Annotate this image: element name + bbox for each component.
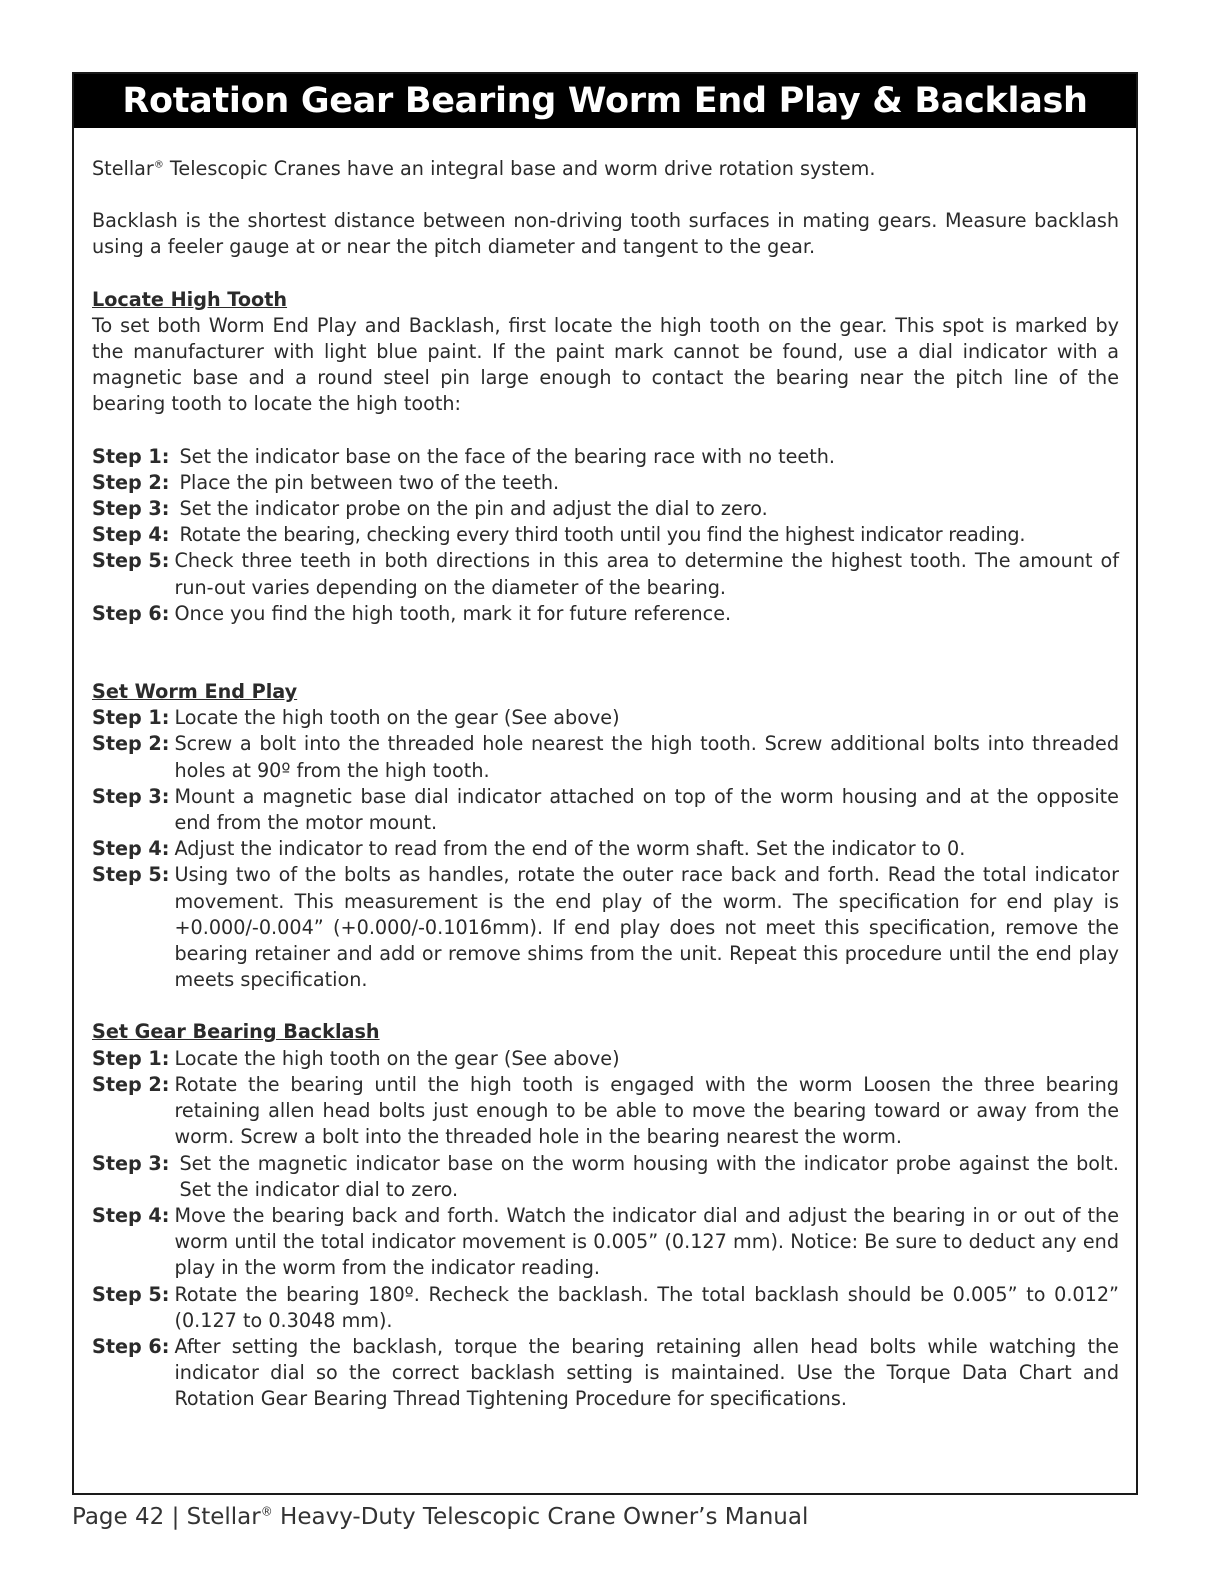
step-label: Step 6: (92, 1334, 170, 1358)
locate-step (92, 496, 1119, 522)
locate-step (92, 522, 1119, 548)
step-label: Step 3: (92, 497, 170, 521)
end-play-step (92, 836, 1119, 862)
step-label: Step 1: (92, 444, 170, 468)
intro-paragraph (92, 156, 1119, 182)
step-text: After setting the backlash, torque the bearing retaining allen head bolts while watching the indicator dial so the correct backlash setting is maintained. Use the Torque Data Chart and Rotation Gear Bearing Thread Tightening Procedure for specifications. (174, 1334, 1119, 1411)
step-text: Screw a bolt into the threaded hole nearest the high tooth. Screw additional bolts into threaded holes at 90º from the high tooth. (174, 732, 1119, 782)
locate-high-tooth-text: To set both Worm End Play and Backlash, first locate the high tooth on the gear. This spot is marked by the manufacturer with light blue paint. If the paint mark cannot be found, use a dial indicator with a magnetic base and a round steel pin large enough to contact the bearing near the pitch line of the bearing tooth to locate the high tooth: (92, 313, 1119, 416)
end-play-step (92, 705, 1119, 731)
step-label: Step 2: (92, 470, 170, 494)
step-text: Check three teeth in both directions in this area to determine the highest tooth. The amount of run-out varies depending on the diameter of the bearing. (174, 549, 1119, 599)
backlash-definition: Backlash is the shortest distance between non-driving tooth surfaces in mating gears. Measure backlash using a feeler gauge at or near the pitch diameter and tangent to the gear. (92, 209, 1119, 259)
step-text: Adjust the indicator to read from the end of the worm shaft. Set the indicator to 0. (174, 837, 966, 861)
end-play-step (92, 862, 1119, 993)
step-label: Step 5: (92, 863, 170, 887)
step-label: Step 2: (92, 1072, 170, 1096)
step-text: Set the indicator probe on the pin and adjust the dial to zero. (179, 497, 768, 521)
step-text: Locate the high tooth on the gear (See above) (174, 1046, 620, 1070)
brand-name: Stellar (92, 157, 154, 180)
content-frame (72, 72, 1138, 1495)
step-text: Move the bearing back and forth. Watch the indicator dial and adjust the bearing in or out of the worm until the total indicator movement is 0.005” (0.127 mm). Notice: Be sure to deduct any end play in the worm from the indicator reading. (174, 1203, 1119, 1280)
set-worm-end-play-heading: Set Worm End Play (92, 680, 298, 704)
content-body (92, 156, 1119, 1413)
backlash-step (92, 1046, 1119, 1072)
intro-text: Telescopic Cranes have an integral base and worm drive rotation system. (163, 157, 876, 180)
end-play-steps (92, 705, 1119, 993)
end-play-step (92, 731, 1119, 783)
step-label: Step 5: (92, 549, 170, 573)
footer-manual-title: Heavy-Duty Telescopic Crane Owner’s Manual (272, 1504, 809, 1530)
step-label: Step 4: (92, 523, 170, 547)
step-text: Mount a magnetic base dial indicator attached on top of the worm housing and at the opposite end from the motor mount. (174, 784, 1119, 835)
step-text: Locate the high tooth on the gear (See above) (174, 706, 620, 730)
footer-registered-mark: ® (260, 1504, 273, 1519)
step-label: Step 6: (92, 601, 170, 625)
step-text: Place the pin between two of the teeth. (179, 470, 560, 494)
set-gear-bearing-backlash-heading: Set Gear Bearing Backlash (92, 1020, 380, 1044)
step-text: Using two of the bolts as handles, rotate the outer race back and forth. Read the total indicator movement. This measurement is the end play of the worm. The specification for end play is +0.000/-0.004” (+0.000/-0.1016mm). If end play does not meet this specification, remove the bearing retainer and add or remove shims from the unit. Repeat this procedure until the end play meets specification. (174, 863, 1119, 992)
footer-page-label: Page 42 | Stellar (72, 1504, 261, 1530)
locate-steps (92, 444, 1119, 627)
locate-step (92, 444, 1119, 470)
step-text: Set the indicator base on the face of the bearing race with no teeth. (179, 444, 836, 468)
step-text: Rotate the bearing, checking every third tooth until you find the highest indicator reading. (179, 523, 1026, 547)
step-label: Step 3: (92, 1151, 170, 1175)
step-text: Rotate the bearing 180º. Recheck the backlash. The total backlash should be 0.005” to 0.012” (0.127 to 0.3048 mm). (174, 1282, 1119, 1332)
step-label: Step 2: (92, 732, 170, 756)
backlash-step (92, 1151, 1119, 1203)
end-play-step (92, 784, 1119, 836)
backlash-step (92, 1203, 1119, 1282)
step-text: Rotate the bearing until the high tooth is engaged with the worm Loosen the three bearing retaining allen head bolts just enough to be able to move the bearing toward or away from the worm. Screw a bolt into the threaded hole in the bearing nearest the worm. (174, 1072, 1119, 1149)
locate-step (92, 548, 1119, 600)
step-label: Step 4: (92, 1203, 170, 1227)
step-label: Step 1: (92, 706, 170, 730)
locate-step (92, 601, 1119, 627)
step-label: Step 3: (92, 784, 170, 808)
locate-step (92, 470, 1119, 496)
page-footer (72, 1504, 808, 1530)
backlash-step (92, 1072, 1119, 1151)
step-label: Step 5: (92, 1282, 170, 1306)
backlash-step (92, 1334, 1119, 1413)
step-label: Step 4: (92, 837, 170, 861)
backlash-step (92, 1282, 1119, 1334)
page-title: Rotation Gear Bearing Worm End Play & Backlash (122, 81, 1088, 121)
step-text: Set the magnetic indicator base on the worm housing with the indicator probe against the bolt. Set the indicator dial to zero. (179, 1151, 1119, 1201)
step-label: Step 1: (92, 1046, 170, 1070)
step-text: Once you find the high tooth, mark it for future reference. (174, 601, 732, 625)
registered-mark: ® (153, 159, 164, 171)
backlash-steps (92, 1046, 1119, 1413)
locate-high-tooth-heading: Locate High Tooth (92, 287, 288, 311)
title-bar (74, 74, 1136, 128)
